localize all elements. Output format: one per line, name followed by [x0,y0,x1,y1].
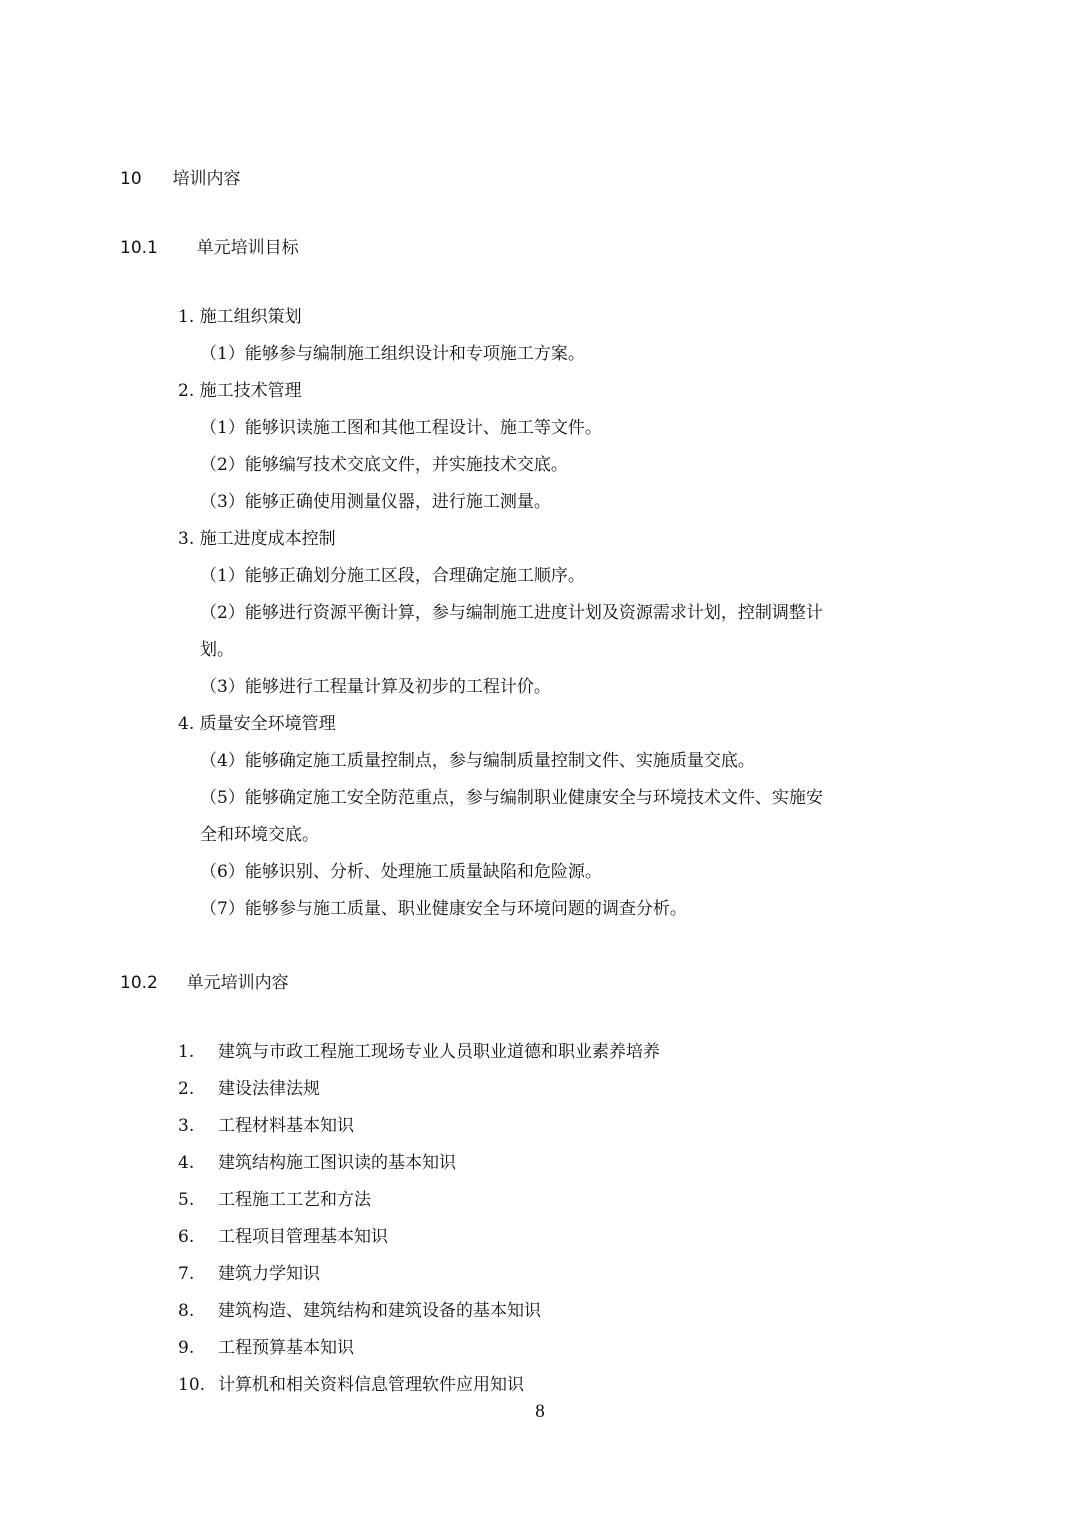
goal-heading: 2. 施工技术管理 [178,381,302,401]
goal-item: （5）能够确定施工安全防范重点，参与编制职业健康安全与环境技术文件、实施安 [200,788,823,808]
subsection-title: 单元培训内容 [186,973,289,993]
goal-heading: 3. 施工进度成本控制 [178,529,336,549]
goal-item: （2）能够进行资源平衡计算，参与编制施工进度计划及资源需求计划，控制调整计 [200,603,823,623]
goal-item: （1）能够参与编制施工组织设计和专项施工方案。 [200,344,585,364]
subsection-number: 10.1 [120,238,158,258]
subsection-number: 10.2 [120,973,158,993]
goal-item: （6）能够识别、分析、处理施工质量缺陷和危险源。 [200,862,602,882]
section-title: 培训内容 [172,169,241,189]
section-number: 10 [120,169,142,189]
goal-item: （2）能够编写技术交底文件，并实施技术交底。 [200,455,568,475]
goal-heading: 1. 施工组织策划 [178,307,302,327]
subsection-title: 单元培训目标 [196,238,299,258]
goal-item: （3）能够正确使用测量仪器，进行施工测量。 [200,492,551,512]
page-number: 8 [535,1401,545,1422]
goal-item-continued: 划。 [200,640,234,660]
goal-heading: 4. 质量安全环境管理 [178,714,336,734]
subsection-heading-10-2 [120,971,289,995]
subsection-heading-10-1 [120,236,299,260]
goal-item: （3）能够进行工程量计算及初步的工程计价。 [200,677,551,697]
goal-item-continued: 全和环境交底。 [200,825,319,845]
goal-item: （1）能够识读施工图和其他工程设计、施工等文件。 [200,418,602,438]
goal-item: （7）能够参与施工质量、职业健康安全与环境问题的调查分析。 [200,899,687,919]
goal-item: （1）能够正确划分施工区段，合理确定施工顺序。 [200,566,585,586]
goal-item: （4）能够确定施工质量控制点，参与编制质量控制文件、实施质量交底。 [200,751,755,771]
training-content-list: 1. 建筑与市政工程施工现场专业人员职业道德和职业素养培养 2. 建设法律法规 3. 工程材料基本知识 4. 建筑结构施工图识读的基本知识 5. 工程施工工艺和方法 6. 工程项目管理基本知识 7. 建筑力学知识 8. 建筑构造、建筑结构和建筑设备的基本知识 9. 工程预算基本知识 10. 计算机和相关资料信息管理软件应用知识 [178,1042,660,1395]
section-heading [120,167,240,191]
